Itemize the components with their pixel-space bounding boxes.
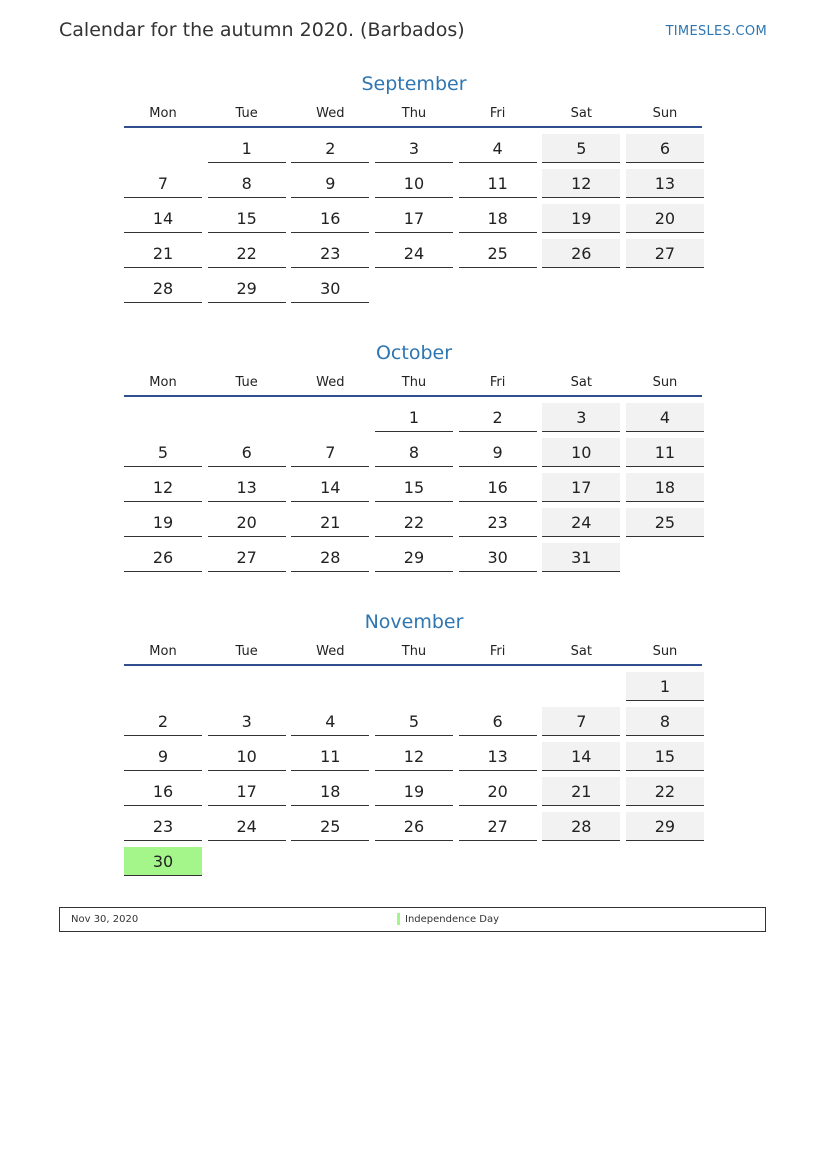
weekday-label: Wed <box>316 375 345 390</box>
day-cell: 10 <box>375 169 453 198</box>
day-cell: 12 <box>124 473 202 502</box>
day-cell: 15 <box>208 204 286 233</box>
day-cell: 9 <box>291 169 369 198</box>
day-grid <box>124 672 704 876</box>
empty-cell <box>124 134 202 163</box>
day-cell: 24 <box>542 508 620 537</box>
day-cell: 14 <box>124 204 202 233</box>
day-cell: 7 <box>124 169 202 198</box>
day-cell: 6 <box>626 134 704 163</box>
page-title: Calendar for the autumn 2020. (Barbados) <box>59 19 465 41</box>
day-cell: 25 <box>459 239 537 268</box>
day-cell: 4 <box>291 707 369 736</box>
day-cell: 14 <box>291 473 369 502</box>
weekday-label: Wed <box>316 644 345 659</box>
day-cell: 19 <box>375 777 453 806</box>
day-cell: 18 <box>291 777 369 806</box>
weekday-label: Tue <box>235 106 258 121</box>
day-cell: 25 <box>626 508 704 537</box>
day-cell: 17 <box>542 473 620 502</box>
weekday-label: Mon <box>149 644 177 659</box>
empty-cell <box>208 672 286 701</box>
day-cell: 29 <box>375 543 453 572</box>
day-cell: 27 <box>459 812 537 841</box>
day-cell: 6 <box>459 707 537 736</box>
day-cell: 30 <box>124 847 202 876</box>
day-cell: 8 <box>626 707 704 736</box>
empty-cell <box>291 403 369 432</box>
day-cell: 1 <box>626 672 704 701</box>
weekday-label: Wed <box>316 106 345 121</box>
day-cell: 13 <box>459 742 537 771</box>
day-cell: 7 <box>542 707 620 736</box>
day-cell: 10 <box>542 438 620 467</box>
month-october <box>124 339 704 572</box>
day-cell: 3 <box>375 134 453 163</box>
month-september <box>124 70 704 303</box>
day-cell: 23 <box>459 508 537 537</box>
day-cell: 5 <box>542 134 620 163</box>
day-cell: 4 <box>459 134 537 163</box>
day-cell: 29 <box>208 274 286 303</box>
day-cell: 17 <box>375 204 453 233</box>
day-cell: 27 <box>626 239 704 268</box>
empty-cell <box>542 672 620 701</box>
day-cell: 16 <box>124 777 202 806</box>
day-cell: 9 <box>124 742 202 771</box>
day-cell: 7 <box>291 438 369 467</box>
day-cell: 17 <box>208 777 286 806</box>
day-cell: 28 <box>542 812 620 841</box>
day-cell: 14 <box>542 742 620 771</box>
empty-cell <box>208 403 286 432</box>
empty-cell <box>375 672 453 701</box>
day-cell: 27 <box>208 543 286 572</box>
day-cell: 1 <box>375 403 453 432</box>
weekday-label: Sun <box>652 644 678 659</box>
day-cell: 12 <box>375 742 453 771</box>
day-cell: 25 <box>291 812 369 841</box>
day-cell: 23 <box>291 239 369 268</box>
weekday-label: Mon <box>149 375 177 390</box>
day-cell: 21 <box>542 777 620 806</box>
day-cell: 12 <box>542 169 620 198</box>
weekday-label: Fri <box>489 106 506 121</box>
day-cell: 3 <box>542 403 620 432</box>
weekday-label: Sat <box>570 375 592 390</box>
weekday-label: Mon <box>149 106 177 121</box>
day-cell: 15 <box>375 473 453 502</box>
day-cell: 11 <box>291 742 369 771</box>
day-cell: 20 <box>208 508 286 537</box>
day-cell: 28 <box>291 543 369 572</box>
day-cell: 22 <box>375 508 453 537</box>
weekday-label: Tue <box>235 644 258 659</box>
day-cell: 11 <box>626 438 704 467</box>
day-cell: 21 <box>291 508 369 537</box>
day-cell: 26 <box>124 543 202 572</box>
day-cell: 2 <box>459 403 537 432</box>
day-cell: 15 <box>626 742 704 771</box>
day-grid <box>124 403 704 572</box>
empty-cell <box>291 672 369 701</box>
day-cell: 3 <box>208 707 286 736</box>
empty-cell <box>124 672 202 701</box>
weekday-label: Thu <box>401 375 427 390</box>
day-cell: 18 <box>626 473 704 502</box>
empty-cell <box>124 403 202 432</box>
legend-date: Nov 30, 2020 <box>71 914 139 925</box>
weekday-label: Fri <box>489 644 506 659</box>
day-cell: 20 <box>459 777 537 806</box>
day-cell: 4 <box>626 403 704 432</box>
day-cell: 28 <box>124 274 202 303</box>
month-november <box>124 608 704 876</box>
day-cell: 24 <box>208 812 286 841</box>
day-cell: 16 <box>459 473 537 502</box>
day-cell: 18 <box>459 204 537 233</box>
month-title: September <box>361 73 467 95</box>
day-cell: 31 <box>542 543 620 572</box>
weekday-label: Sat <box>570 644 592 659</box>
weekday-header <box>124 640 702 666</box>
weekday-label: Sun <box>652 375 678 390</box>
day-cell: 1 <box>208 134 286 163</box>
day-cell: 16 <box>291 204 369 233</box>
day-cell: 20 <box>626 204 704 233</box>
day-cell: 26 <box>375 812 453 841</box>
day-cell: 30 <box>291 274 369 303</box>
legend-holiday-name: Independence Day <box>405 914 500 925</box>
weekday-label: Sat <box>570 106 592 121</box>
weekday-label: Tue <box>235 375 258 390</box>
weekday-label: Sun <box>652 106 678 121</box>
legend-color-marker <box>397 913 400 925</box>
weekday-header <box>124 371 702 397</box>
day-cell: 29 <box>626 812 704 841</box>
day-cell: 2 <box>291 134 369 163</box>
day-cell: 19 <box>542 204 620 233</box>
day-cell: 23 <box>124 812 202 841</box>
weekday-label: Thu <box>401 644 427 659</box>
day-cell: 9 <box>459 438 537 467</box>
holiday-legend <box>59 907 766 932</box>
day-cell: 26 <box>542 239 620 268</box>
day-cell: 6 <box>208 438 286 467</box>
day-cell: 13 <box>208 473 286 502</box>
month-title: October <box>375 342 453 364</box>
day-cell: 22 <box>626 777 704 806</box>
day-cell: 13 <box>626 169 704 198</box>
day-cell: 5 <box>375 707 453 736</box>
empty-cell <box>459 672 537 701</box>
day-cell: 24 <box>375 239 453 268</box>
day-cell: 11 <box>459 169 537 198</box>
site-link[interactable]: TIMESLES.COM <box>665 24 767 39</box>
day-cell: 21 <box>124 239 202 268</box>
weekday-label: Thu <box>401 106 427 121</box>
day-grid <box>124 134 704 303</box>
day-cell: 8 <box>375 438 453 467</box>
day-cell: 30 <box>459 543 537 572</box>
day-cell: 19 <box>124 508 202 537</box>
day-cell: 22 <box>208 239 286 268</box>
weekday-header <box>124 102 702 128</box>
weekday-label: Fri <box>489 375 506 390</box>
day-cell: 5 <box>124 438 202 467</box>
day-cell: 8 <box>208 169 286 198</box>
day-cell: 10 <box>208 742 286 771</box>
month-title: November <box>364 611 464 633</box>
day-cell: 2 <box>124 707 202 736</box>
